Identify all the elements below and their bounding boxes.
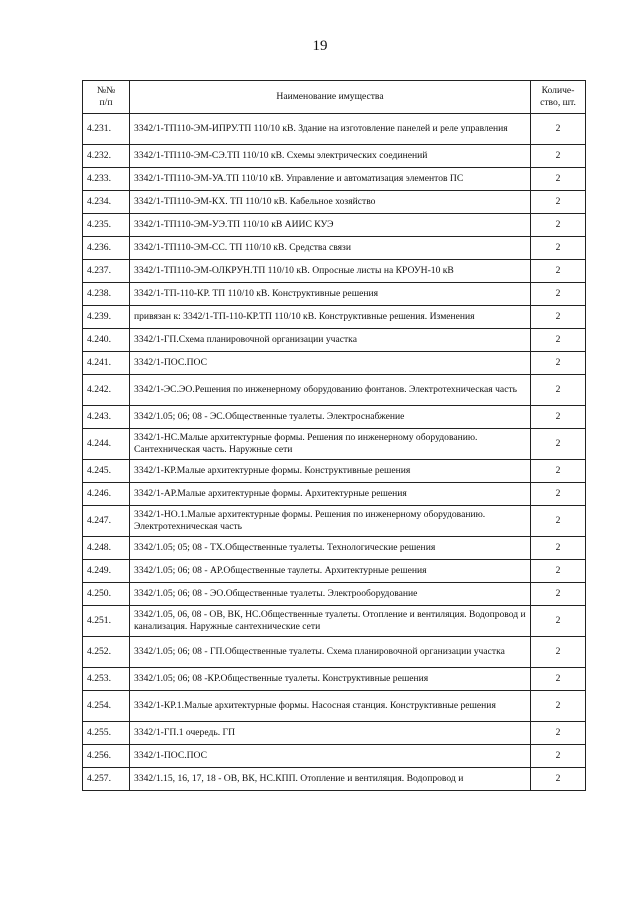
row-name: 3342/1-ПОС.ПОС bbox=[130, 352, 531, 375]
table-row bbox=[83, 168, 586, 191]
table-row bbox=[83, 460, 586, 483]
row-name: 3342/1-НС.Малые архитектурные формы. Решения по инженерному оборудованию. Сантехническая часть. Наружные сети bbox=[130, 429, 531, 460]
row-name: 3342/1-ТП110-ЭМ-КХ. ТП 110/10 кВ. Кабельное хозяйство bbox=[130, 191, 531, 214]
row-name: 3342/1.05; 06; 08 - ЭС.Общественные туалеты. Электроснабжение bbox=[130, 406, 531, 429]
row-name: 3342/1-АР.Малые архитектурные формы. Архитектурные решения bbox=[130, 483, 531, 506]
row-number: 4.233. bbox=[83, 168, 130, 191]
row-name: 3342/1-КР.1.Малые архитектурные формы. Насосная станция. Конструктивные решения bbox=[130, 691, 531, 722]
row-quantity: 2 bbox=[531, 460, 586, 483]
row-name: 3342/1-ТП110-ЭМ-УЭ.ТП 110/10 кВ АИИС КУЭ bbox=[130, 214, 531, 237]
row-number: 4.239. bbox=[83, 306, 130, 329]
row-quantity: 2 bbox=[531, 406, 586, 429]
row-quantity: 2 bbox=[531, 768, 586, 791]
header-quantity bbox=[531, 81, 586, 114]
row-number: 4.244. bbox=[83, 429, 130, 460]
row-number: 4.247. bbox=[83, 506, 130, 537]
row-quantity: 2 bbox=[531, 583, 586, 606]
row-name: 3342/1.05; 06; 08 - ЭО.Общественные туалеты. Электрооборудование bbox=[130, 583, 531, 606]
row-quantity: 2 bbox=[531, 214, 586, 237]
table-row bbox=[83, 637, 586, 668]
table-row bbox=[83, 560, 586, 583]
row-number: 4.240. bbox=[83, 329, 130, 352]
row-number: 4.253. bbox=[83, 668, 130, 691]
table-row bbox=[83, 283, 586, 306]
table-row bbox=[83, 306, 586, 329]
table-row bbox=[83, 191, 586, 214]
row-number: 4.256. bbox=[83, 745, 130, 768]
row-number: 4.257. bbox=[83, 768, 130, 791]
row-number: 4.251. bbox=[83, 606, 130, 637]
table-row bbox=[83, 768, 586, 791]
row-number: 4.231. bbox=[83, 114, 130, 145]
table-body bbox=[83, 114, 586, 791]
row-number: 4.250. bbox=[83, 583, 130, 606]
table-row bbox=[83, 606, 586, 637]
row-quantity: 2 bbox=[531, 537, 586, 560]
table-row bbox=[83, 537, 586, 560]
row-name: 3342/1-ТП110-ЭМ-УА.ТП 110/10 кВ. Управление и автоматизация элементов ПС bbox=[130, 168, 531, 191]
row-number: 4.235. bbox=[83, 214, 130, 237]
row-number: 4.236. bbox=[83, 237, 130, 260]
page-number: 19 bbox=[312, 38, 328, 54]
row-name: 3342/1-ГП.1 очередь. ГП bbox=[130, 722, 531, 745]
row-number: 4.242. bbox=[83, 375, 130, 406]
row-quantity: 2 bbox=[531, 352, 586, 375]
row-name: 3342/1.05; 05; 08 - ТХ.Общественные туалеты. Технологические решения bbox=[130, 537, 531, 560]
row-name: 3342/1-ТП110-ЭМ-ИПРУ.ТП 110/10 кВ. Здание на изготовление панелей и реле управления bbox=[130, 114, 531, 145]
table-row bbox=[83, 375, 586, 406]
table-row bbox=[83, 214, 586, 237]
row-number: 4.254. bbox=[83, 691, 130, 722]
table-row bbox=[83, 114, 586, 145]
row-quantity: 2 bbox=[531, 668, 586, 691]
table-row bbox=[83, 691, 586, 722]
row-name: 3342/1-НО.1.Малые архитектурные формы. Решения по инженерному оборудованию. Электротехническая часть bbox=[130, 506, 531, 537]
row-quantity: 2 bbox=[531, 483, 586, 506]
row-name: 3342/1-ТП110-ЭМ-ОЛКРУН.ТП 110/10 кВ. Опросные листы на КРОУН-10 кВ bbox=[130, 260, 531, 283]
table-row bbox=[83, 583, 586, 606]
row-quantity: 2 bbox=[531, 191, 586, 214]
table-row bbox=[83, 483, 586, 506]
row-quantity: 2 bbox=[531, 560, 586, 583]
table-row bbox=[83, 429, 586, 460]
row-number: 4.232. bbox=[83, 145, 130, 168]
row-quantity: 2 bbox=[531, 429, 586, 460]
row-quantity: 2 bbox=[531, 237, 586, 260]
table-row bbox=[83, 352, 586, 375]
row-name: 3342/1-ПОС.ПОС bbox=[130, 745, 531, 768]
row-name: 3342/1.05; 06; 08 - АР.Общественные таулеты. Архитектурные решения bbox=[130, 560, 531, 583]
table-row bbox=[83, 329, 586, 352]
header-number-label: №№ п/п bbox=[96, 85, 116, 108]
table-row bbox=[83, 237, 586, 260]
row-quantity: 2 bbox=[531, 145, 586, 168]
row-name: 3342/1.05; 06; 08 - ГП.Общественные туалеты. Схема планировочной организации участка bbox=[130, 637, 531, 668]
row-number: 4.246. bbox=[83, 483, 130, 506]
row-number: 4.249. bbox=[83, 560, 130, 583]
row-quantity: 2 bbox=[531, 745, 586, 768]
table-row bbox=[83, 260, 586, 283]
row-quantity: 2 bbox=[531, 329, 586, 352]
row-quantity: 2 bbox=[531, 168, 586, 191]
row-quantity: 2 bbox=[531, 375, 586, 406]
row-name: привязан к: 3342/1-ТП-110-КР.ТП 110/10 кВ. Конструктивные решения. Изменения bbox=[130, 306, 531, 329]
row-name: 3342/1.05; 06; 08 -КР.Общественные туалеты. Конструктивные решения bbox=[130, 668, 531, 691]
row-quantity: 2 bbox=[531, 506, 586, 537]
row-number: 4.248. bbox=[83, 537, 130, 560]
row-number: 4.255. bbox=[83, 722, 130, 745]
row-quantity: 2 bbox=[531, 114, 586, 145]
row-quantity: 2 bbox=[531, 283, 586, 306]
row-name: 3342/1-ЭС.ЭО.Решения по инженерному оборудованию фонтанов. Электротехническая часть bbox=[130, 375, 531, 406]
row-quantity: 2 bbox=[531, 306, 586, 329]
row-name: 3342/1-ГП.Схема планировочной организации участка bbox=[130, 329, 531, 352]
table-header-row bbox=[83, 81, 586, 114]
row-quantity: 2 bbox=[531, 260, 586, 283]
row-number: 4.243. bbox=[83, 406, 130, 429]
row-number: 4.237. bbox=[83, 260, 130, 283]
header-name-label: Наименование имущества bbox=[276, 91, 384, 102]
row-number: 4.238. bbox=[83, 283, 130, 306]
row-name: 3342/1.15, 16, 17, 18 - ОВ, ВК, НС.КПП. Отопление и вентиляция. Водопровод и bbox=[130, 768, 531, 791]
property-table bbox=[82, 80, 586, 791]
header-quantity-label: Количе- ство, шт. bbox=[540, 85, 576, 108]
row-number: 4.234. bbox=[83, 191, 130, 214]
row-name: 3342/1.05, 06, 08 - ОВ, ВК, НС.Общественные туалеты. Отопление и вентиляция. Водопровод и канализация. Наружные сантехнические сети bbox=[130, 606, 531, 637]
table-row bbox=[83, 722, 586, 745]
row-quantity: 2 bbox=[531, 722, 586, 745]
header-name bbox=[130, 81, 531, 114]
table-row bbox=[83, 145, 586, 168]
table-row bbox=[83, 668, 586, 691]
row-quantity: 2 bbox=[531, 691, 586, 722]
row-number: 4.252. bbox=[83, 637, 130, 668]
table-row bbox=[83, 506, 586, 537]
row-name: 3342/1-ТП110-ЭМ-СС. ТП 110/10 кВ. Средства связи bbox=[130, 237, 531, 260]
row-quantity: 2 bbox=[531, 606, 586, 637]
table-row bbox=[83, 745, 586, 768]
table-row bbox=[83, 406, 586, 429]
row-name: 3342/1-ТП-110-КР. ТП 110/10 кВ. Конструктивные решения bbox=[130, 283, 531, 306]
header-number bbox=[83, 81, 130, 114]
row-number: 4.241. bbox=[83, 352, 130, 375]
row-name: 3342/1-КР.Малые архитектурные формы. Конструктивные решения bbox=[130, 460, 531, 483]
row-name: 3342/1-ТП110-ЭМ-СЭ.ТП 110/10 кВ. Схемы электрических соединений bbox=[130, 145, 531, 168]
row-number: 4.245. bbox=[83, 460, 130, 483]
row-quantity: 2 bbox=[531, 637, 586, 668]
